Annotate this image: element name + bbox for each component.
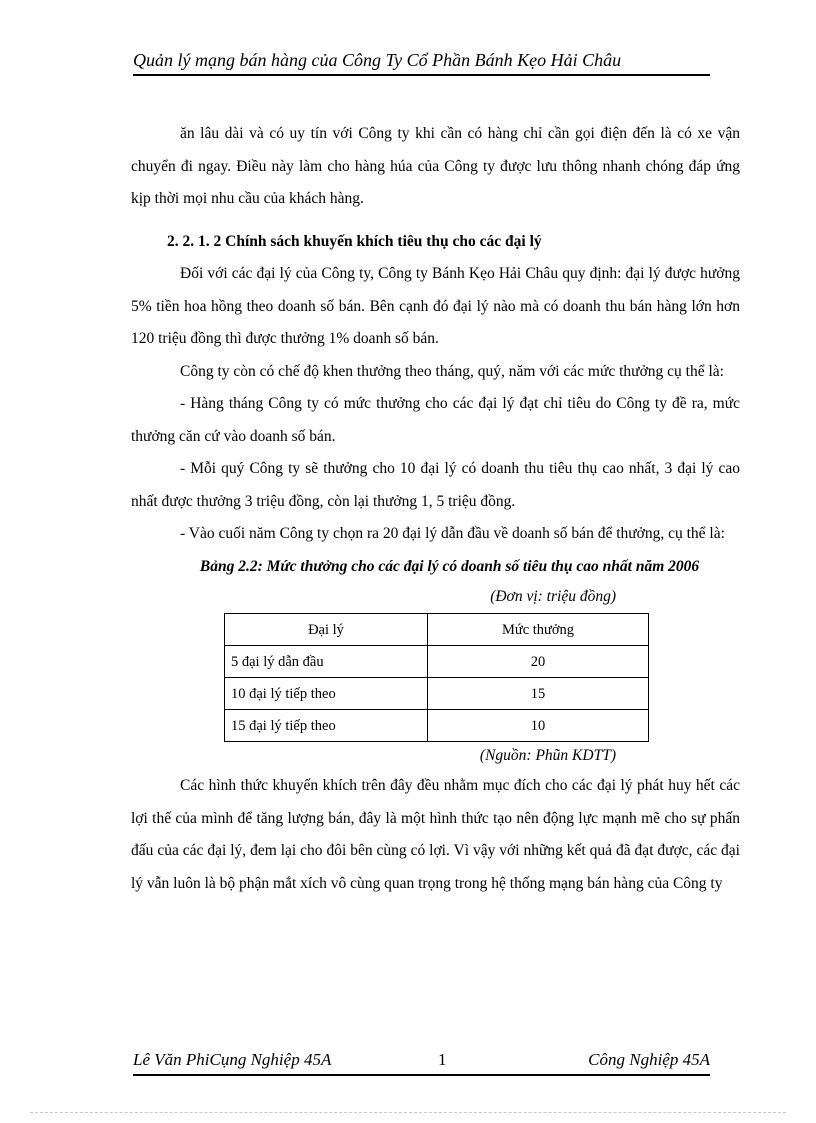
bullet-monthly: - Hàng tháng Công ty có mức thưởng cho các đại lý đạt chỉ tiêu do Công ty đề ra, mức thưởng căn cứ vào doanh số bán. xyxy=(131,395,740,445)
paragraph-policy: Đối với các đại lý của Công ty, Công ty Bánh Kẹo Hải Châu quy định: đại lý được hưởng 5% tiền hoa hồng theo doanh số bán. Bên cạnh đó đại lý nào mà có doanh thu bán hàng lớn hơn 120 triệu đồng thì được thưởng 1% doanh số bán. xyxy=(131,265,740,347)
running-footer xyxy=(133,1050,710,1076)
paragraph-rewards-intro: Công ty còn có chế độ khen thưởng theo tháng, quý, năm với các mức thưởng cụ thể là: xyxy=(180,362,724,380)
bullet-yearly: - Vào cuối năm Công ty chọn ra 20 đại lý dẫn đầu về doanh số bán để thưởng, cụ thể là: xyxy=(180,525,725,542)
table-row xyxy=(225,678,649,710)
table-cell-agent: 5 đại lý dẫn đầu xyxy=(225,646,428,678)
table-cell-reward: 10 xyxy=(428,710,649,742)
table-cell-reward: 20 xyxy=(428,646,649,678)
table-caption: Bảng 2.2: Mức thưởng cho các đại lý có doanh số tiêu thụ cao nhất năm 2006 xyxy=(199,557,700,575)
column-header-reward: Mức thưởng xyxy=(428,614,649,646)
section-heading: 2. 2. 1. 2 Chính sách khuyến khích tiêu thụ cho các đại lý xyxy=(167,232,542,250)
page-number: 1 xyxy=(438,1050,447,1069)
table-row xyxy=(225,710,649,742)
table-source: (Nguồn: Phũn KDTT) xyxy=(479,747,616,764)
table-unit: (Đơn vị: triệu đồng) xyxy=(490,588,616,605)
table-cell-agent: 15 đại lý tiếp theo xyxy=(225,710,428,742)
table-cell-agent: 10 đại lý tiếp theo xyxy=(225,678,428,710)
bullet-quarterly: - Mỗi quý Công ty sẽ thưởng cho 10 đại lý có doanh thu tiêu thụ cao nhất, 3 đại lý cao nhất được thưởng 3 triệu đồng, còn lại thưởng 1, 5 triệu đồng. xyxy=(131,460,740,510)
running-header: Quản lý mạng bán hàng của Công Ty Cổ Phần Bánh Kẹo Hải Châu xyxy=(133,50,710,76)
table-header-row xyxy=(225,614,649,646)
reward-table xyxy=(224,613,649,742)
footer-class: Công Nghiệp 45A xyxy=(588,1050,710,1069)
paragraph-continuation: ăn lâu dài và có uy tín với Công ty khi cần có hàng chỉ cần gọi điện đến là có xe vận chuyển đi ngay. Điều này làm cho hàng húa của Công ty được lưu thông nhanh chóng đáp ứng kịp thời mọi nhu cầu của khách hàng. xyxy=(131,125,740,207)
page-bottom-divider xyxy=(30,1112,786,1113)
table-cell-reward: 15 xyxy=(428,678,649,710)
document-body xyxy=(131,118,740,900)
table-row xyxy=(225,646,649,678)
paragraph-conclusion: Các hình thức khuyến khích trên đây đều nhằm mục đích cho các đại lý phát huy hết các lợi thế của mình để tăng lượng bán, đây là một hình thức tạo nên động lực mạnh mẽ cho sự phấn đấu của các đại lý, đem lại cho đôi bên cùng có lợi. Vì vậy với những kết quả đã đạt được, các đại lý vẫn luôn là bộ phận mắt xích vô cùng quan trọng trong hệ thống mạng bán hàng của Công ty xyxy=(131,777,740,892)
column-header-agent: Đại lý xyxy=(225,614,428,646)
footer-author: Lê Văn PhiCụng Nghiệp 45A xyxy=(133,1050,332,1069)
